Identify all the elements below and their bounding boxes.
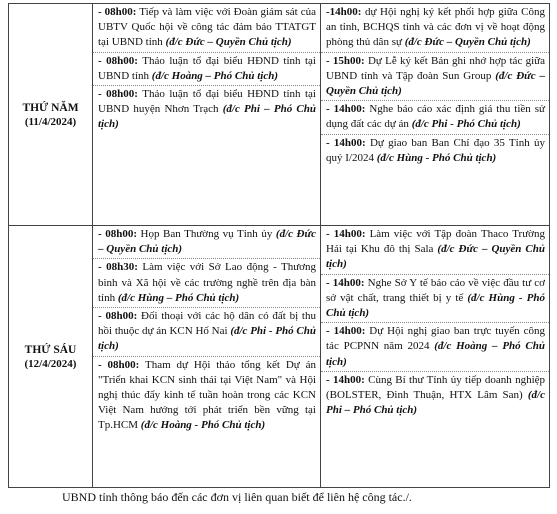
entry-text: Nghe Sở Y tế báo cáo về việc đầu tư cơ sở vật chất, trang thiết bị y tế: [326, 276, 545, 304]
day-row: [9, 4, 550, 226]
entry-text: Thảo luận tổ đại biểu HĐND tỉnh tại UBND huyện Nhơn Trạch: [98, 88, 316, 116]
schedule-entry: [93, 53, 320, 86]
entry-text: Thảo luận tổ đại biểu HĐND tỉnh tại UBND tỉnh: [98, 54, 316, 82]
entry-text: Làm việc với Sở Lao động - Thương binh và Xã hội về các trường nghề trên địa bàn tỉnh: [98, 261, 316, 304]
schedule-entry: [321, 323, 549, 372]
footer-note: UBND tỉnh thông báo đến các đơn vị liên quan biết để liên hệ công tác./.: [62, 490, 412, 504]
day-name: THỨ NĂM: [22, 101, 79, 114]
entry-time: - 15h00:: [326, 54, 365, 67]
entry-lead: (đ/c Đức – Quyền Chủ tịch): [165, 36, 292, 49]
schedule-table: [8, 3, 550, 488]
entry-time: - 14h00:: [326, 228, 366, 240]
entry-lead: (đ/c Phi – Phó Chủ tịch): [326, 389, 545, 417]
entry-time: - 08h00:: [98, 310, 138, 323]
entry-lead: (đ/c Đức – Quyền Chủ tịch): [326, 69, 545, 98]
entry-time: - 08h30:: [98, 261, 138, 274]
entry-lead: (đ/c Hùng - Phó Chủ tịch): [326, 291, 545, 320]
day-date: (12/4/2024): [24, 357, 77, 370]
entry-text: Nghe báo cáo xác định giá thu tiền sử dụng đất các dự án: [326, 103, 545, 131]
entry-lead: (đ/c Đức – Quyền Chủ tịch): [98, 228, 316, 256]
entry-lead: (đ/c Đức – Quyền Chủ tịch): [404, 36, 531, 49]
entry-lead: (đ/c Hoàng - Phó Chủ tịch): [140, 419, 266, 432]
entry-text: Tiếp và làm việc với Đoàn giám sát của UBTV Quốc hội về công tác đảm bảo TTATGT tại UBND tỉnh: [98, 6, 317, 49]
entry-lead: (đ/c Hoàng – Phó Chủ tịch): [326, 340, 545, 368]
afternoon-column: [321, 226, 550, 488]
schedule-entry: [93, 4, 320, 53]
entry-lead: (đ/c Phi – Phó Chủ tịch): [98, 103, 316, 131]
entry-text: Dự Lễ ký kết Bản ghi nhớ hợp tác giữa UBND tỉnh và Tập đoàn Sun Group: [326, 54, 545, 82]
entry-text: Họp Ban Thường vụ Tỉnh ủy: [137, 228, 276, 240]
schedule-body: [9, 4, 550, 488]
entry-time: -14h00:: [326, 6, 362, 18]
day-cell: [9, 226, 93, 488]
afternoon-column: [321, 4, 550, 226]
entry-time: - 14h00:: [326, 136, 366, 149]
day-name: THỨ SÁU: [24, 343, 77, 356]
schedule-entry: [321, 226, 549, 275]
entry-time: - 08h00:: [98, 6, 137, 18]
schedule-entry: [93, 259, 320, 308]
entry-time: - 14h00:: [326, 276, 365, 289]
schedule-entry: [321, 135, 549, 167]
entry-text: Đối thoại với các hộ dân có đất bị thu hồi thuộc dự án KCN Hố Nai: [98, 310, 316, 338]
schedule-entry: [321, 4, 549, 53]
entry-text: Dự giao ban Ban Chỉ đạo 35 Tỉnh ủy quý I/2024: [326, 136, 545, 164]
entry-time: - 14h00:: [326, 103, 366, 116]
entry-text: Làm việc với Tập đoàn Thaco Trường Hải tại Khu đô thị Sala: [326, 228, 545, 256]
schedule-entry: [93, 86, 320, 134]
entry-text: dự Hội nghị ký kết phối hợp giữa Công an tỉnh, BCHQS tỉnh và các đơn vị về hoạt động phòng thủ dân sự: [326, 6, 545, 49]
morning-column: [93, 4, 321, 226]
schedule-entry: [321, 275, 549, 324]
entry-time: - 08h00:: [98, 228, 137, 240]
entry-lead: (đ/c Phi - Phó Chủ tịch): [98, 325, 316, 353]
schedule-entry: [321, 53, 549, 102]
entry-text: Dự Hội nghị giao ban trực tuyến công tác PCPNN năm 2024: [326, 325, 545, 353]
schedule-entry: [321, 101, 549, 134]
schedule-entry: [93, 308, 320, 357]
entry-time: - 08h00:: [98, 358, 140, 371]
schedule-entry: [93, 357, 320, 435]
schedule-entry: [93, 226, 320, 259]
entry-lead: (đ/c Phi - Phó Chủ tịch): [411, 118, 521, 131]
entry-text: Cùng Bí thư Tỉnh ủy tiếp doanh nghiệp (BOLSTER, Đinh Thuận, HTX Lâm San): [326, 373, 546, 402]
entry-time: - 08h00:: [98, 54, 138, 67]
day-cell: [9, 4, 93, 226]
entry-lead: (đ/c Đức – Quyền Chủ tịch): [326, 243, 545, 271]
entry-lead: (đ/c Hùng – Phó Chủ tịch): [117, 291, 240, 304]
entry-time: - 14h00:: [326, 373, 365, 386]
entry-text: Tham dự Hội thảo tổng kết Dự án "Triển khai KCN sinh thái tại Việt Nam" và Hội nghị thúc đẩy kinh tế tuần hoàn trong các KCN Việt Nam hướng tới phát triển bền vững tại Tp.HCM: [98, 358, 316, 432]
day-row: [9, 226, 550, 488]
entry-lead: (đ/c Hoàng – Phó Chủ tịch): [151, 69, 278, 82]
entry-lead: (đ/c Hùng - Phó Chủ tịch): [376, 151, 497, 164]
entry-time: - 14h00:: [326, 325, 366, 338]
morning-column: [93, 226, 321, 488]
schedule-entry: [321, 372, 549, 420]
day-date: (11/4/2024): [24, 115, 77, 128]
entry-time: - 08h00:: [98, 88, 138, 101]
